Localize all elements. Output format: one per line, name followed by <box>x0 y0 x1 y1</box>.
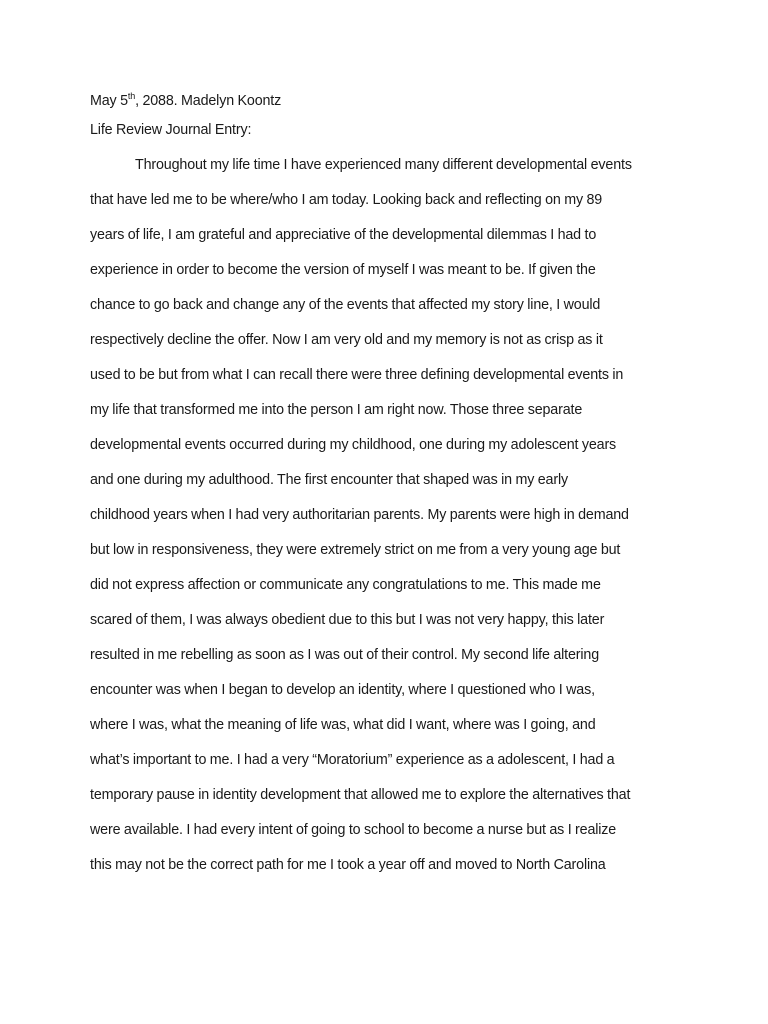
paragraph-line: experience in order to become the version of myself I was meant to be. If given the <box>90 262 596 278</box>
paragraph-line: did not express affection or communicate any congratulations to me. This made me <box>90 577 601 593</box>
journal-document <box>90 90 690 889</box>
paragraph-line: childhood years when I had very authoritarian parents. My parents were high in demand <box>90 507 629 523</box>
paragraph-line: were available. I had every intent of going to school to become a nurse but as I realize <box>90 822 617 838</box>
paragraph-line: scared of them, I was always obedient due to this but I was not very happy, this later <box>90 612 605 628</box>
paragraph-line: resulted in me rebelling as soon as I was out of their control. My second life altering <box>90 647 600 663</box>
paragraph-line: that have led me to be where/who I am today. Looking back and reflecting on my 89 <box>90 192 603 208</box>
paragraph-line: my life that transformed me into the person I am right now. Those three separate <box>90 402 583 418</box>
paragraph-line: Throughout my life time I have experienced many different developmental events <box>135 157 632 173</box>
paragraph-line: encounter was when I began to develop an identity, where I questioned who I was, <box>90 682 595 698</box>
paragraph-line: temporary pause in identity development that allowed me to explore the alternatives that <box>90 787 631 803</box>
document-title: Life Review Journal Entry: <box>90 122 252 138</box>
paragraph-line: developmental events occurred during my childhood, one during my adolescent years <box>90 437 617 453</box>
paragraph-line: where I was, what the meaning of life was, what did I want, where was I going, and <box>90 717 596 733</box>
date-author-line <box>90 90 690 119</box>
paragraph-line: respectively decline the offer. Now I am very old and my memory is not as crisp as it <box>90 332 603 348</box>
paragraph-line: years of life, I am grateful and appreciative of the developmental dilemmas I had to <box>90 227 597 243</box>
date-month-day: May 5 <box>90 93 128 109</box>
paragraph-line: and one during my adulthood. The first encounter that shaped was in my early <box>90 472 568 488</box>
paragraph-line: used to be but from what I can recall there were three defining developmental events in <box>90 367 624 383</box>
date-day-suffix: th <box>127 91 136 102</box>
paragraph-line: what’s important to me. I had a very “Moratorium” experience as a adolescent, I had a <box>90 752 615 768</box>
date-year-author: , 2088. Madelyn Koontz <box>135 93 282 109</box>
paragraph-line: but low in responsiveness, they were extremely strict on me from a very young age but <box>90 542 621 558</box>
paragraph-line: this may not be the correct path for me I took a year off and moved to North Carolina <box>90 857 606 873</box>
paragraph-line: chance to go back and change any of the events that affected my story line, I would <box>90 297 601 313</box>
